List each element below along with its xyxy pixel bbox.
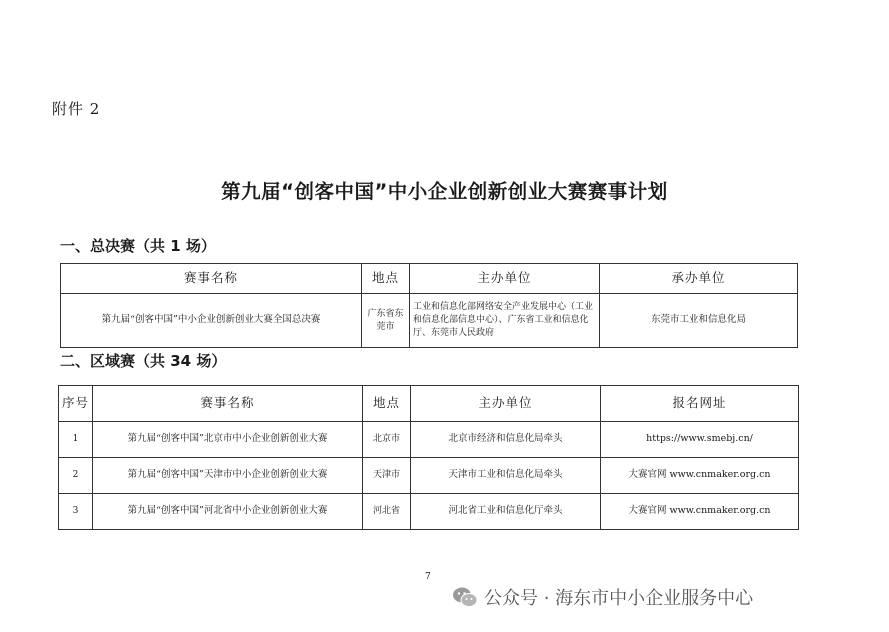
table-header-row <box>59 386 799 422</box>
header-event-name: 赛事名称 <box>93 386 363 422</box>
table-row <box>61 294 798 348</box>
organizer-cell: 河北省工业和信息化厅牵头 <box>411 494 601 530</box>
section-heading-regional: 二、区域赛（共 34 场） <box>60 352 227 370</box>
header-number: 序号 <box>59 386 93 422</box>
registration-url-cell: https://www.smebj.cn/ <box>601 422 799 458</box>
organizer-cell: 北京市经济和信息化局牵头 <box>411 422 601 458</box>
wechat-icon <box>452 586 478 608</box>
page-number: 7 <box>425 572 431 582</box>
section-heading-finals: 一、总决赛（共 1 场） <box>60 237 216 255</box>
header-organizer: 主办单位 <box>411 386 601 422</box>
number-cell: 1 <box>59 422 93 458</box>
header-location: 地点 <box>362 264 410 294</box>
table-row <box>59 422 799 458</box>
event-name-cell: 第九届“创客中国”中小企业创新创业大赛全国总决赛 <box>61 294 362 348</box>
organizer-cell: 工业和信息化部网络安全产业发展中心（工业和信息化部信息中心）、广东省工业和信息化厅、东莞市人民政府 <box>410 294 600 348</box>
host-cell: 东莞市工业和信息化局 <box>600 294 798 348</box>
header-event-name: 赛事名称 <box>61 264 362 294</box>
watermark-text: 公众号 · 海东市中小企业服务中心 <box>484 588 754 609</box>
header-registration-url: 报名网址 <box>601 386 799 422</box>
registration-url-cell: 大赛官网 www.cnmaker.org.cn <box>601 494 799 530</box>
number-cell: 3 <box>59 494 93 530</box>
header-host: 承办单位 <box>600 264 798 294</box>
header-location: 地点 <box>363 386 411 422</box>
location-cell: 广东省东莞市 <box>362 294 410 348</box>
table-row <box>59 494 799 530</box>
location-cell: 天津市 <box>363 458 411 494</box>
document-title: 第九届“创客中国”中小企业创新创业大赛赛事计划 <box>221 180 668 203</box>
registration-url-cell: 大赛官网 www.cnmaker.org.cn <box>601 458 799 494</box>
annex-label: 附件 2 <box>52 100 101 118</box>
location-cell: 河北省 <box>363 494 411 530</box>
table-row <box>59 458 799 494</box>
number-cell: 2 <box>59 458 93 494</box>
watermark <box>452 584 753 610</box>
finals-table <box>60 263 798 348</box>
event-name-cell: 第九届“创客中国”北京市中小企业创新创业大赛 <box>93 422 363 458</box>
header-organizer: 主办单位 <box>410 264 600 294</box>
regional-table <box>58 385 799 530</box>
location-cell: 北京市 <box>363 422 411 458</box>
organizer-cell: 天津市工业和信息化局牵头 <box>411 458 601 494</box>
event-name-cell: 第九届“创客中国”河北省中小企业创新创业大赛 <box>93 494 363 530</box>
table-header-row <box>61 264 798 294</box>
event-name-cell: 第九届“创客中国”天津市中小企业创新创业大赛 <box>93 458 363 494</box>
